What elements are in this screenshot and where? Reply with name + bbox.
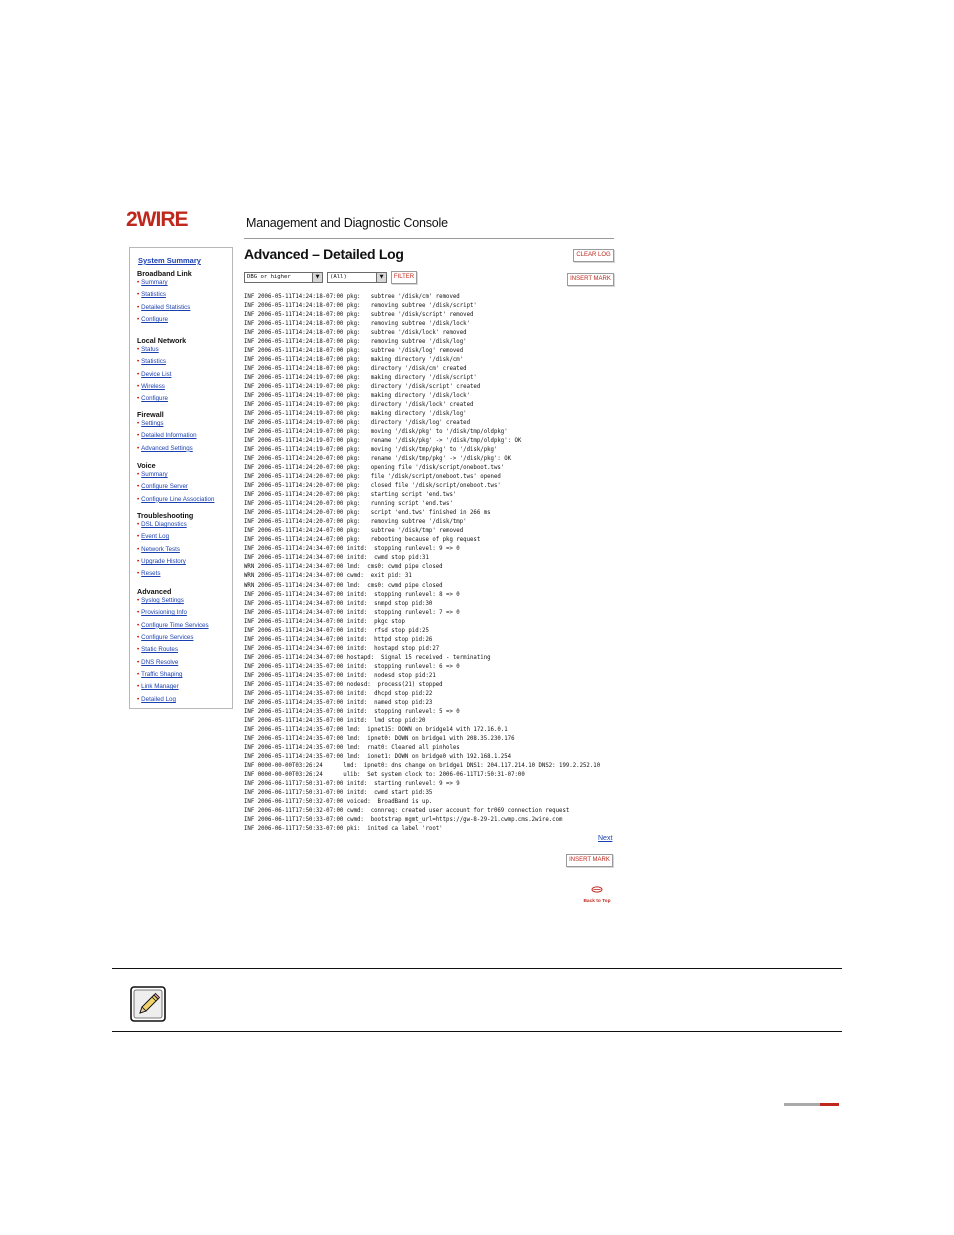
log-row: INF 2006-05-11T14:24:34-07:00 hostapd: Signal 15 received - terminating [244,654,491,661]
detailed-log [244,293,714,834]
sidebar-item-label: Detailed Information [141,432,197,440]
log-row: INF 2006-06-11T17:50:31-07:00 initd: starting runlevel: 9 => 9 [244,780,460,787]
filter-button[interactable]: FILTER [391,271,417,284]
sidebar-item[interactable] [137,304,190,311]
sidebar-item-label: Link Manager [141,683,179,691]
sidebar-item[interactable] [137,521,187,528]
sidebar-section-title: Advanced [137,587,172,596]
sidebar-item-label: Statistics [141,358,166,366]
sidebar-section-title: Broadband Link [137,269,192,278]
bullet-icon: • [137,444,140,452]
bullet-icon: • [137,521,140,528]
sidebar-item-label: Network Tests [141,545,180,553]
sidebar-item-label: Syslog Settings [141,597,184,604]
log-row: INF 2006-05-11T14:24:20-07:00 pkg: file '/disk/script/oneboot.tws' opened [244,474,501,481]
bullet-icon: • [137,370,140,378]
bullet-icon: • [137,658,140,666]
sidebar-item[interactable] [137,683,179,690]
sidebar-item[interactable] [137,597,184,604]
bullet-icon: • [137,671,140,679]
chevron-down-icon: ▼ [376,273,386,282]
sidebar-item[interactable] [137,609,187,616]
sidebar-item-label: DSL Diagnostics [141,521,187,528]
sidebar-item-label: Resets [141,570,161,578]
log-row: INF 2006-05-11T14:24:34-07:00 initd: rfsd stop pid:25 [244,627,429,634]
sidebar-item[interactable] [137,496,214,503]
sidebar-item[interactable] [137,371,171,378]
sidebar-item[interactable] [137,445,193,452]
clear-log-button[interactable]: CLEAR LOG [573,249,614,262]
log-row: INF 2006-05-11T14:24:35-07:00 initd: dhcpd stop pid:22 [244,690,433,697]
log-row: INF 0000-00-00T03:26:24 lmd: ipnet0: dns change on bridge1 DNS1: 204.117.214.10 DNS2: 199.2.252.10 [244,762,601,769]
sidebar-item-label: Wireless [141,383,165,391]
header-divider [244,238,614,239]
log-row: INF 2006-05-11T14:24:18-07:00 pkg: making directory '/disk/cm' [244,357,464,364]
sidebar-item[interactable] [137,420,164,427]
sidebar-item-label: Event Log [141,533,170,541]
sidebar-item-label: Status [141,346,159,353]
bullet-icon: • [137,471,140,478]
log-row: INF 2006-05-11T14:24:18-07:00 pkg: subtree '/disk/script' removed [244,312,474,319]
log-row: INF 2006-05-11T14:24:35-07:00 lmd: ipnet0: DOWN on bridge1 with 208.35.230.176 [244,735,515,742]
sidebar-nav [129,247,233,709]
log-row: INF 0000-00-00T03:26:24 ulib: Set system clock to: 2006-06-11T17:50:31-07:00 [244,771,525,778]
log-row: INF 2006-05-11T14:24:34-07:00 initd: hostapd stop pid:27 [244,645,440,652]
note-pencil-icon [130,986,166,1022]
sidebar-item[interactable] [137,471,168,478]
back-to-top-link[interactable] [578,880,616,904]
log-row: INF 2006-05-11T14:24:34-07:00 initd: cwmd stop pid:31 [244,555,429,562]
log-row: INF 2006-05-11T14:24:24-07:00 pkg: subtree '/disk/tmp' removed [244,528,464,535]
log-row: INF 2006-06-11T17:50:33-07:00 cwmd: bootstrap mgmt_url=https://gw-8-29-21.cwmp.cms.2wire.com [244,816,563,823]
log-row: WRN 2006-05-11T14:24:34-07:00 lmd: cms0: cwmd pipe closed [244,582,443,589]
console-title: Management and Diagnostic Console [246,216,448,230]
bullet-icon: • [137,383,140,391]
source-select-value: (All) [330,274,347,280]
sidebar-item[interactable] [137,279,168,286]
footer-bar-gray [784,1103,820,1106]
bullet-icon: • [137,545,140,553]
log-row: INF 2006-05-11T14:24:34-07:00 initd: pkgc stop [244,618,405,625]
log-row: INF 2006-06-11T17:50:33-07:00 pki: inited ca label 'root' [244,825,443,832]
log-row: INF 2006-05-11T14:24:19-07:00 pkg: directory '/disk/lock' created [244,402,474,409]
log-row: INF 2006-05-11T14:24:34-07:00 initd: snmpd stop pid:30 [244,600,433,607]
log-row: INF 2006-05-11T14:24:35-07:00 lmd: ionet1: DOWN on bridge0 with 192.168.1.254 [244,753,512,760]
log-row: INF 2006-05-11T14:24:20-07:00 pkg: starting script 'end.tws' [244,492,457,499]
log-row: WRN 2006-05-11T14:24:34-07:00 lmd: cms0: cwmd pipe closed [244,564,443,571]
sidebar-item-label: Static Routes [141,646,178,654]
bullet-icon: • [137,483,140,491]
sidebar-item[interactable] [137,358,166,365]
severity-select[interactable] [244,272,323,283]
bullet-icon: • [137,279,140,286]
sidebar-item[interactable] [137,533,169,540]
sidebar-item-label: Configure [141,316,169,324]
back-to-top-label: Back to Top [583,899,611,904]
log-row: INF 2006-05-11T14:24:18-07:00 pkg: subtree '/disk/log' removed [244,348,464,355]
log-row: INF 2006-06-11T17:50:32-07:00 voiced: BroadBand is up. [244,798,433,805]
log-row: INF 2006-05-11T14:24:18-07:00 pkg: removing subtree '/disk/lock' [244,321,470,328]
sidebar-item-label: Detailed Statistics [141,303,191,311]
log-row: INF 2006-05-11T14:24:19-07:00 pkg: directory '/disk/log' created [244,420,470,427]
bullet-icon: • [137,303,140,311]
log-row: INF 2006-05-11T14:24:35-07:00 initd: lmd stop pid:20 [244,717,426,724]
sidebar-item[interactable] [137,483,188,490]
bullet-icon: • [137,420,140,427]
log-row: INF 2006-05-11T14:24:19-07:00 pkg: moving '/disk/pkg' to '/disk/tmp/oldpkg' [244,429,508,436]
sidebar-item[interactable] [137,546,180,553]
log-row: INF 2006-05-11T14:24:18-07:00 pkg: subtree '/disk/cm' removed [244,294,460,300]
log-row: INF 2006-05-11T14:24:20-07:00 pkg: running script 'end.tws' [244,501,453,508]
sidebar-item-label: Summary [141,279,168,286]
log-row: INF 2006-05-11T14:24:20-07:00 pkg: script 'end.tws' finished in 266 ms [244,510,491,517]
log-row: INF 2006-05-11T14:24:18-07:00 pkg: removing subtree '/disk/log' [244,339,467,346]
log-row: INF 2006-05-11T14:24:18-07:00 pkg: subtree '/disk/lock' removed [244,330,467,337]
log-row: INF 2006-05-11T14:24:19-07:00 pkg: making directory '/disk/lock' [244,393,470,400]
sidebar-item-label: Configure Services [141,634,194,642]
sidebar-item-label: Traffic Shaping [141,671,183,679]
2wire-logo [126,207,206,229]
log-row: INF 2006-05-11T14:24:34-07:00 initd: stopping runlevel: 8 => 0 [244,591,460,598]
sidebar-item[interactable] [137,346,159,353]
next-link[interactable]: Next [598,835,613,842]
log-row: INF 2006-05-11T14:24:35-07:00 initd: named stop pid:23 [244,699,433,706]
sidebar-item[interactable] [137,383,165,390]
log-row: INF 2006-05-11T14:24:35-07:00 lmd: rnat0: Cleared all pinholes [244,744,460,751]
log-row: INF 2006-05-11T14:24:19-07:00 pkg: moving '/disk/tmp/pkg' to '/disk/pkg' [244,447,498,454]
sidebar-item[interactable] [137,432,197,439]
bullet-icon: • [137,358,140,366]
sidebar-item-label: Configure Time Services [141,621,209,629]
sidebar-section-title: Firewall [137,410,164,419]
bullet-icon: • [137,621,140,629]
note-bottom-rule [112,1031,842,1032]
sidebar-item-label: Summary [141,471,168,478]
log-row: INF 2006-06-11T17:50:31-07:00 initd: cwmd start pid:35 [244,789,433,796]
sidebar-item-label: Configure [141,395,169,403]
log-row: INF 2006-05-11T14:24:35-07:00 initd: stopping runlevel: 6 => 0 [244,663,460,670]
sidebar-item[interactable] [137,291,166,298]
log-row: INF 2006-05-11T14:24:34-07:00 initd: httpd stop pid:26 [244,636,433,643]
bullet-icon: • [137,558,140,566]
log-row: INF 2006-05-11T14:24:20-07:00 pkg: opening file '/disk/script/oneboot.tws' [244,465,505,472]
back-to-top-icon [591,886,603,893]
sidebar-item[interactable] [137,558,186,565]
bullet-icon: • [137,695,140,703]
sidebar-item[interactable] [137,671,182,678]
source-select[interactable] [327,272,387,283]
log-row: INF 2006-05-11T14:24:19-07:00 pkg: rename '/disk/pkg' -> '/disk/tmp/oldpkg': OK [244,438,522,445]
note-top-rule [112,968,842,969]
chevron-down-icon: ▼ [312,273,322,282]
log-row: INF 2006-06-11T17:50:32-07:00 cwmd: connreq: created user account for tr069 connection request [244,807,570,814]
bullet-icon: • [137,495,140,503]
sidebar-item-label: Configure Server [141,483,188,491]
bullet-icon: • [137,609,140,617]
sidebar-item-label: Device List [141,370,172,378]
log-row: INF 2006-05-11T14:24:20-07:00 pkg: closed file '/disk/script/oneboot.tws' [244,483,501,490]
sidebar-item[interactable] [137,316,168,323]
log-row: INF 2006-05-11T14:24:34-07:00 initd: stopping runlevel: 9 => 0 [244,546,460,553]
log-row: INF 2006-05-11T14:24:24-07:00 pkg: rebooting because of pkg request [244,537,481,544]
log-row: WRN 2006-05-11T14:24:34-07:00 cwmd: exit pid: 31 [244,573,412,580]
bullet-icon: • [137,646,140,654]
sidebar-item[interactable] [137,395,168,402]
log-row: INF 2006-05-11T14:24:20-07:00 pkg: removing subtree '/disk/tmp' [244,519,467,526]
insert-mark-button-top[interactable]: INSERT MARK [567,273,614,286]
log-row: INF 2006-05-11T14:24:34-07:00 initd: stopping runlevel: 7 => 0 [244,609,460,616]
log-row: INF 2006-05-11T14:24:18-07:00 pkg: directory '/disk/cm' created [244,366,467,373]
bullet-icon: • [137,634,140,642]
insert-mark-button-bottom[interactable]: INSERT MARK [566,854,613,867]
bullet-icon: • [137,395,140,403]
sidebar-section-title: Local Network [137,336,187,345]
sidebar-item-label: Provisioning Info [141,609,187,617]
footer-bar-red [820,1103,839,1106]
bullet-icon: • [137,346,140,353]
sidebar-item[interactable] [137,696,176,703]
bullet-icon: • [137,533,140,541]
sidebar-item-label: Configure Line Association [141,495,215,503]
sidebar-item[interactable] [137,659,178,666]
sidebar-section-title: Troubleshooting [137,511,194,520]
sidebar-item-label: Advanced Settings [141,444,193,452]
sidebar-item-label: Upgrade History [141,558,186,566]
logo-text: 2WIRE [126,208,188,229]
log-row: INF 2006-05-11T14:24:20-07:00 pkg: rename '/disk/tmp/pkg' -> '/disk/pkg': OK [244,456,512,463]
sidebar-section-title: Voice [137,461,156,470]
page-title: Advanced – Detailed Log [244,246,404,262]
log-row: INF 2006-05-11T14:24:19-07:00 pkg: directory '/disk/script' created [244,384,481,391]
log-row: INF 2006-05-11T14:24:35-07:00 lmd: ipnet15: DOWN on bridge14 with 172.16.0.1 [244,726,508,733]
severity-select-value: DBG or higher [247,274,291,280]
log-row: INF 2006-05-11T14:24:35-07:00 nodesd: process(21) stopped [244,681,443,688]
bullet-icon: • [137,597,140,604]
sidebar-item-label: Settings [141,420,164,427]
sidebar-item[interactable] [137,622,209,629]
log-row: INF 2006-05-11T14:24:35-07:00 initd: stopping runlevel: 5 => 0 [244,708,460,715]
bullet-icon: • [137,432,140,440]
sidebar-item-label: Detailed Log [141,695,176,703]
sidebar-item-label: DNS Resolve [141,658,179,666]
sidebar-item-label: Statistics [141,291,166,299]
sidebar-item[interactable] [137,570,160,577]
log-row: INF 2006-05-11T14:24:19-07:00 pkg: making directory '/disk/script' [244,375,477,382]
sidebar-item[interactable] [137,646,178,653]
bullet-icon: • [137,683,140,691]
bullet-icon: • [137,570,140,578]
log-row: INF 2006-05-11T14:24:35-07:00 initd: nodesd stop pid:21 [244,672,436,679]
log-row: INF 2006-05-11T14:24:18-07:00 pkg: removing subtree '/disk/script' [244,303,477,310]
sidebar-system-summary[interactable]: System Summary [138,256,201,265]
log-row: INF 2006-05-11T14:24:19-07:00 pkg: making directory '/disk/log' [244,411,467,418]
bullet-icon: • [137,316,140,324]
bullet-icon: • [137,291,140,299]
sidebar-item[interactable] [137,634,193,641]
